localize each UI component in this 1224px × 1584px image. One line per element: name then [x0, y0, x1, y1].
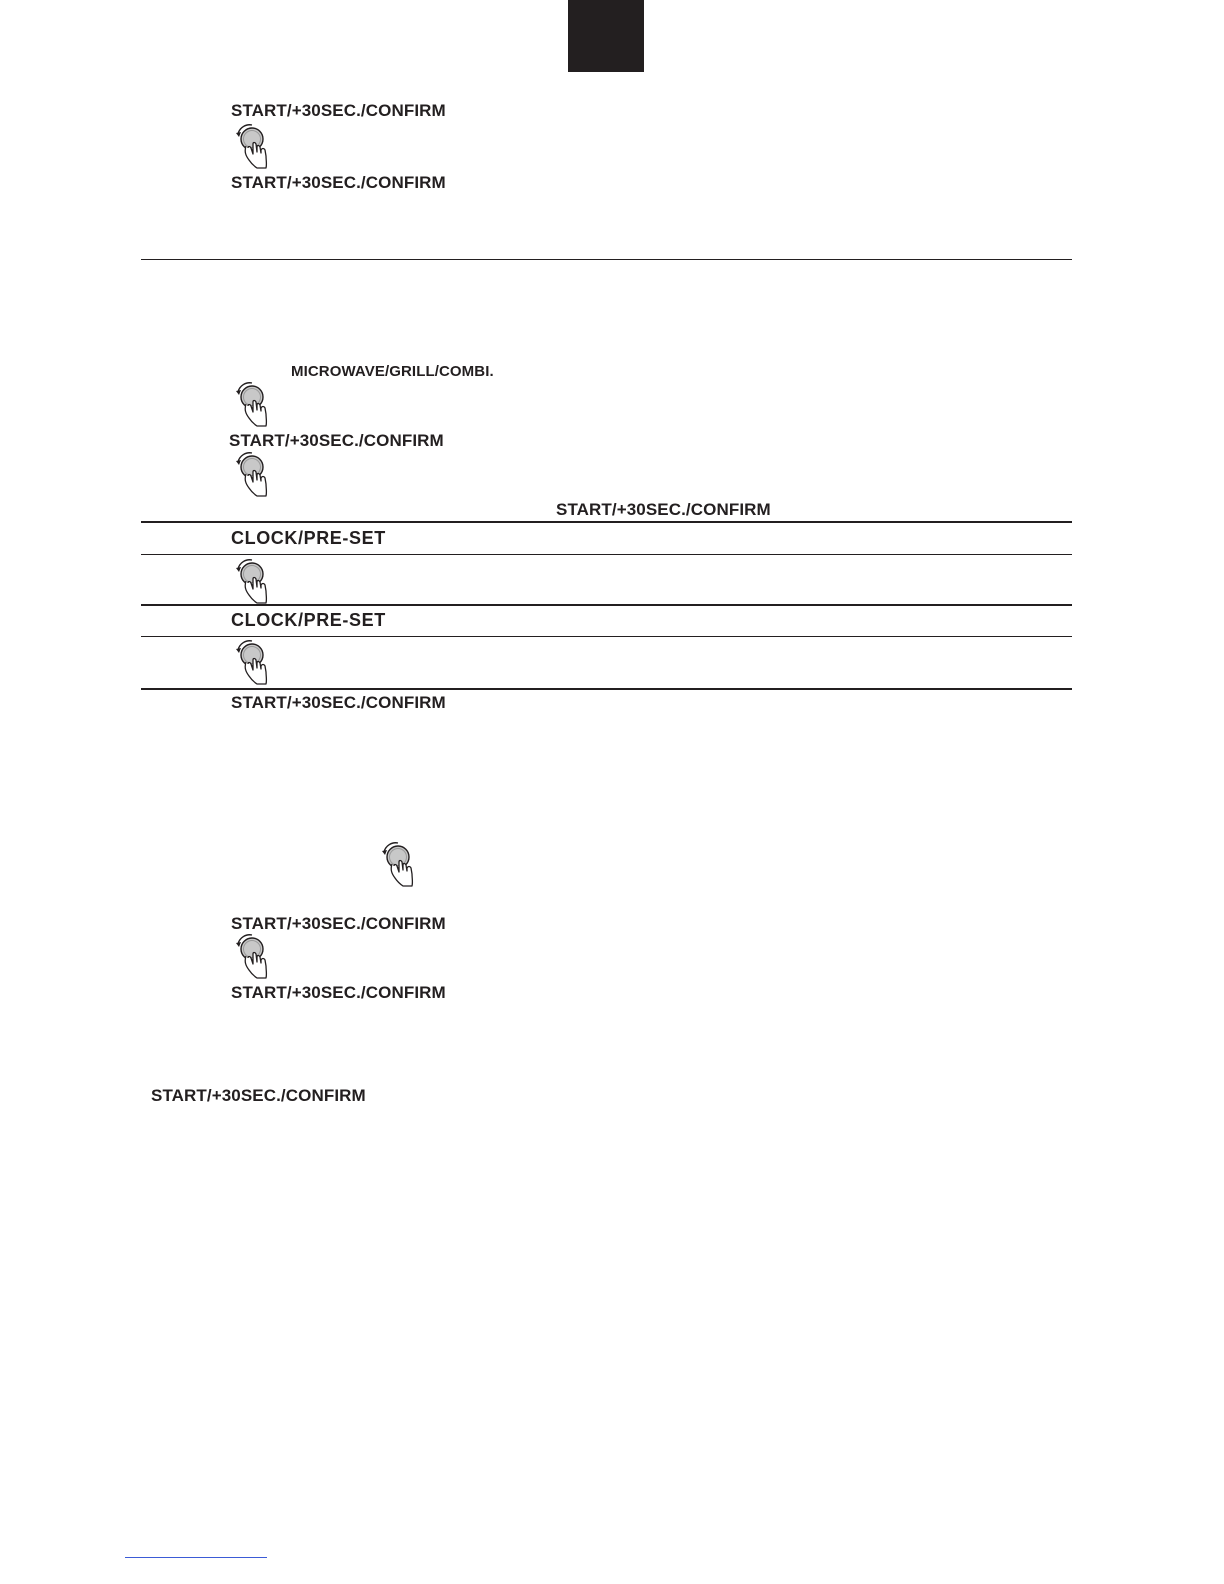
- turn-knob-icon: [232, 450, 272, 498]
- turn-knob-icon: [232, 122, 272, 170]
- clock-preset-label: CLOCK/PRE-SET: [231, 610, 386, 630]
- table-rule: [141, 521, 1072, 523]
- mode-select-label: MICROWAVE/GRILL/COMBI.: [291, 363, 494, 380]
- table-rule: [141, 604, 1072, 606]
- turn-knob-icon: [232, 557, 272, 605]
- table-rule: [141, 688, 1072, 690]
- start-confirm-label: START/+30SEC./CONFIRM: [229, 431, 444, 450]
- turn-knob-icon: [232, 380, 272, 428]
- start-confirm-label: START/+30SEC./CONFIRM: [231, 693, 446, 712]
- table-rule: [141, 636, 1072, 637]
- turn-knob-icon: [232, 638, 272, 686]
- clock-preset-label: CLOCK/PRE-SET: [231, 528, 386, 548]
- start-confirm-label: START/+30SEC./CONFIRM: [231, 101, 446, 120]
- table-rule: [141, 554, 1072, 555]
- footer-link-underline: [125, 1557, 267, 1558]
- start-confirm-label: START/+30SEC./CONFIRM: [231, 173, 446, 192]
- start-confirm-label: START/+30SEC./CONFIRM: [556, 500, 771, 519]
- language-tab: [568, 0, 644, 72]
- start-confirm-label: START/+30SEC./CONFIRM: [151, 1086, 366, 1105]
- turn-knob-icon: [232, 932, 272, 980]
- turn-knob-icon: [378, 840, 418, 888]
- start-confirm-label: START/+30SEC./CONFIRM: [231, 983, 446, 1002]
- section-divider: [141, 259, 1072, 260]
- start-confirm-label: START/+30SEC./CONFIRM: [231, 914, 446, 933]
